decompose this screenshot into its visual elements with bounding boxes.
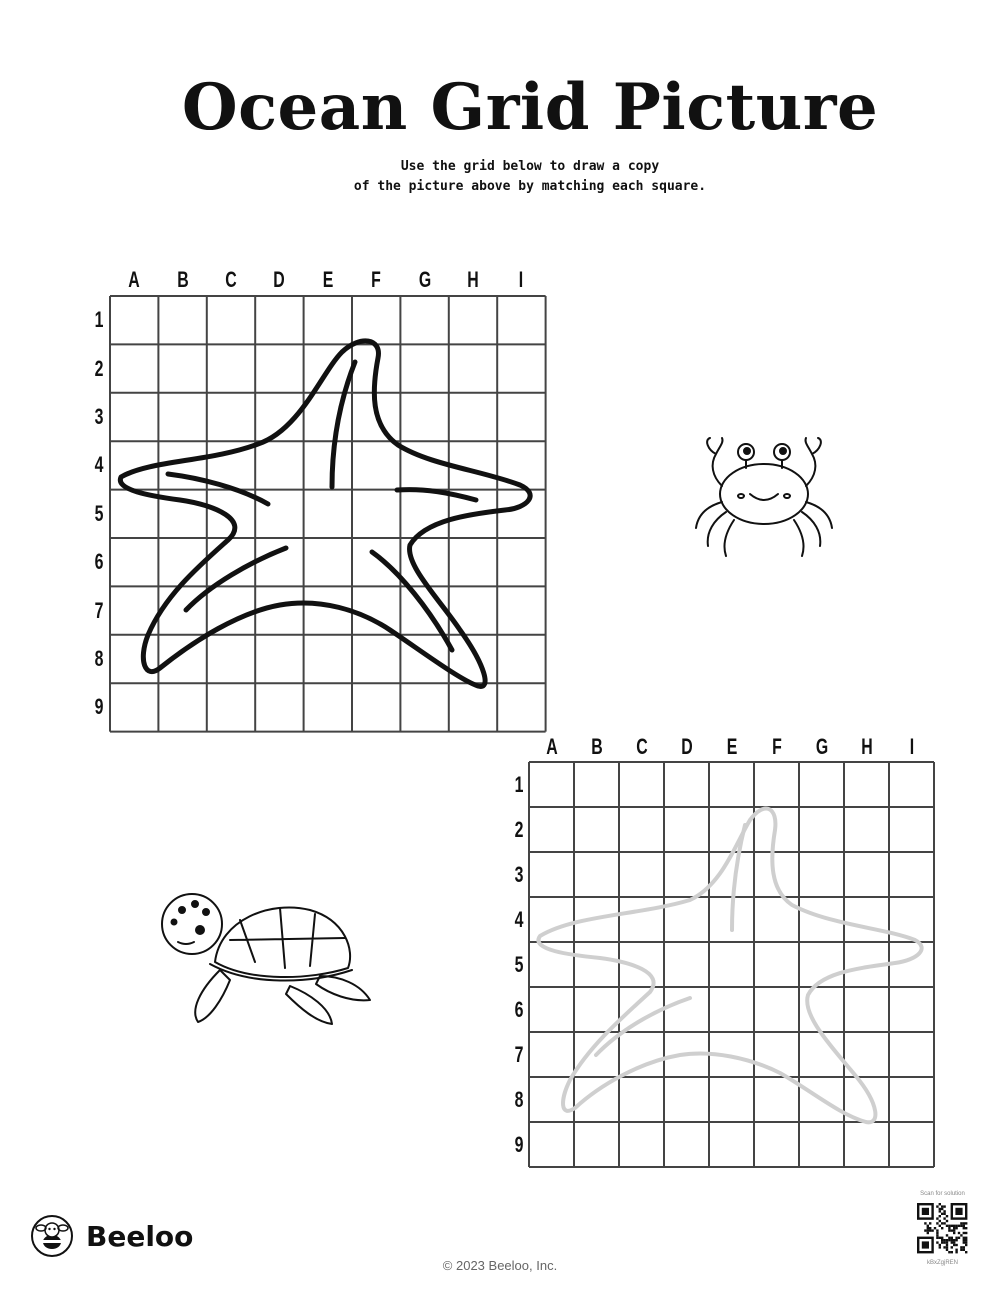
qr-module <box>939 1203 941 1205</box>
qr-module <box>927 1227 929 1229</box>
qr-module <box>943 1217 945 1219</box>
page-title: Ocean Grid Picture <box>181 70 879 145</box>
qr-module <box>951 1225 953 1227</box>
instructions-line-1: Use the grid below to draw a copy <box>400 159 660 174</box>
column-label: G <box>418 267 431 292</box>
qr-finder <box>922 1241 929 1248</box>
crab-illustration <box>696 438 832 556</box>
row-label: 9 <box>514 1131 524 1157</box>
qr-module <box>948 1229 950 1231</box>
row-label: 1 <box>94 307 104 333</box>
row-label: 5 <box>514 951 524 977</box>
qr-module <box>958 1225 960 1227</box>
qr-module <box>955 1225 957 1227</box>
column-label: H <box>467 267 479 292</box>
qr-module <box>963 1237 965 1239</box>
qr-module <box>936 1241 938 1243</box>
qr-module <box>951 1229 953 1231</box>
qr-module <box>936 1234 938 1236</box>
row-label: 8 <box>514 1086 524 1112</box>
qr-module <box>946 1215 948 1217</box>
qr-module <box>951 1246 953 1248</box>
row-label: 5 <box>94 500 104 526</box>
qr-module <box>931 1229 933 1231</box>
qr-module <box>936 1229 938 1231</box>
qr-module <box>936 1232 938 1234</box>
column-label: D <box>273 267 286 292</box>
row-label: 6 <box>94 549 104 575</box>
qr-module <box>943 1241 945 1243</box>
qr-module <box>927 1232 929 1234</box>
column-label: G <box>815 734 828 759</box>
qr-module <box>963 1227 965 1229</box>
qr-module <box>943 1205 945 1207</box>
qr-module <box>955 1237 957 1239</box>
qr-module <box>965 1241 967 1243</box>
qr-module <box>939 1225 941 1227</box>
brand <box>32 1214 193 1258</box>
column-label: B <box>590 734 603 759</box>
qr-module <box>965 1251 967 1253</box>
qr-module <box>927 1229 929 1231</box>
qr-module <box>941 1239 943 1241</box>
qr-module <box>953 1232 955 1234</box>
qr-finder <box>955 1208 962 1215</box>
qr-module <box>929 1227 931 1229</box>
qr-module <box>965 1227 967 1229</box>
qr-module <box>941 1222 943 1224</box>
qr-module <box>965 1222 967 1224</box>
qr-module <box>963 1239 965 1241</box>
qr-module <box>939 1215 941 1217</box>
row-label: 1 <box>514 771 524 797</box>
qr-module <box>936 1217 938 1219</box>
qr-module <box>958 1237 960 1239</box>
qr-module <box>948 1225 950 1227</box>
qr-module <box>958 1232 960 1234</box>
row-label: 2 <box>514 816 524 842</box>
qr-module <box>941 1227 943 1229</box>
qr-module <box>936 1222 938 1224</box>
qr-module <box>936 1205 938 1207</box>
column-label: D <box>680 734 693 759</box>
qr-module <box>924 1229 926 1231</box>
qr-module <box>963 1232 965 1234</box>
column-label: C <box>635 734 648 759</box>
column-label: I <box>909 734 914 759</box>
qr-module <box>939 1244 941 1246</box>
column-label: E <box>726 734 737 759</box>
qr-module <box>965 1232 967 1234</box>
qr-module <box>963 1222 965 1224</box>
qr-module <box>955 1251 957 1253</box>
qr-module <box>924 1222 926 1224</box>
row-label: 8 <box>94 646 104 671</box>
qr-module <box>946 1239 948 1241</box>
column-label: I <box>519 267 524 292</box>
column-label: F <box>771 734 782 759</box>
qr-module <box>939 1210 941 1212</box>
qr-module <box>948 1237 950 1239</box>
qr-module <box>963 1241 965 1243</box>
qr-module <box>943 1239 945 1241</box>
qr-module <box>953 1225 955 1227</box>
qr-module <box>941 1205 943 1207</box>
qr-module <box>936 1237 938 1239</box>
qr-module <box>951 1237 953 1239</box>
qr-module <box>953 1227 955 1229</box>
qr-module <box>946 1241 948 1243</box>
qr-module <box>941 1237 943 1239</box>
qr-module <box>939 1220 941 1222</box>
qr-module <box>941 1213 943 1215</box>
qr-module <box>948 1239 950 1241</box>
qr-module <box>963 1225 965 1227</box>
sea-turtle-illustration <box>162 894 370 1024</box>
qr-finder <box>922 1208 929 1215</box>
row-label: 9 <box>94 694 104 720</box>
row-label: 4 <box>514 906 524 932</box>
qr-module <box>946 1225 948 1227</box>
column-label: C <box>225 267 237 292</box>
column-label: A <box>128 267 140 292</box>
row-label: 4 <box>94 452 104 478</box>
column-label: A <box>545 734 558 759</box>
qr-module <box>941 1208 943 1210</box>
qr-module <box>955 1249 957 1251</box>
qr-module <box>943 1246 945 1248</box>
qr-code-icon[interactable] <box>917 1203 967 1253</box>
qr-module <box>946 1220 948 1222</box>
qr-module <box>960 1249 962 1251</box>
qr-module <box>929 1222 931 1224</box>
row-label: 7 <box>514 1041 524 1067</box>
qr-label: Scan for solution <box>920 1191 965 1197</box>
qr-module <box>946 1234 948 1236</box>
qr-module <box>960 1234 962 1236</box>
row-label: 3 <box>94 404 104 429</box>
qr-module <box>939 1237 941 1239</box>
qr-module <box>953 1239 955 1241</box>
qr-module <box>955 1244 957 1246</box>
brand-name: Beeloo <box>86 1219 194 1253</box>
qr-module <box>946 1249 948 1251</box>
qr-module <box>955 1239 957 1241</box>
qr-code-text: kBxZgjREN <box>926 1260 958 1266</box>
qr-module <box>955 1227 957 1229</box>
qr-module <box>953 1244 955 1246</box>
qr-module <box>941 1241 943 1243</box>
qr-module <box>927 1225 929 1227</box>
qr-module <box>951 1239 953 1241</box>
row-label: 2 <box>94 355 104 381</box>
copyright: © 2023 Beeloo, Inc. <box>442 1258 558 1273</box>
starfish-guide <box>538 809 921 1123</box>
column-label: F <box>371 267 382 292</box>
qr-module <box>960 1246 962 1248</box>
qr-module <box>951 1251 953 1253</box>
qr-module <box>946 1246 948 1248</box>
qr-module <box>948 1251 950 1253</box>
qr-module <box>963 1246 965 1248</box>
qr-module <box>934 1227 936 1229</box>
qr-module <box>953 1229 955 1231</box>
qr-module <box>943 1210 945 1212</box>
qr-module <box>965 1244 967 1246</box>
column-label: E <box>322 267 334 292</box>
qr-module <box>951 1241 953 1243</box>
column-label: H <box>860 734 873 759</box>
row-label: 6 <box>514 996 524 1022</box>
column-label: B <box>176 267 189 292</box>
qr-module <box>948 1227 950 1229</box>
qr-module <box>960 1222 962 1224</box>
row-label: 3 <box>514 861 524 887</box>
qr-module <box>965 1237 967 1239</box>
instructions-line-2: of the picture above by matching each square. <box>353 179 707 194</box>
qr-module <box>943 1213 945 1215</box>
qr-module <box>946 1244 948 1246</box>
qr-module <box>963 1249 965 1251</box>
qr-module <box>929 1229 931 1231</box>
qr-module <box>960 1225 962 1227</box>
qr-module <box>939 1208 941 1210</box>
row-label: 7 <box>94 597 104 623</box>
qr-module <box>965 1239 967 1241</box>
qr-module <box>939 1246 941 1248</box>
qr-module <box>943 1222 945 1224</box>
qr-module <box>953 1241 955 1243</box>
